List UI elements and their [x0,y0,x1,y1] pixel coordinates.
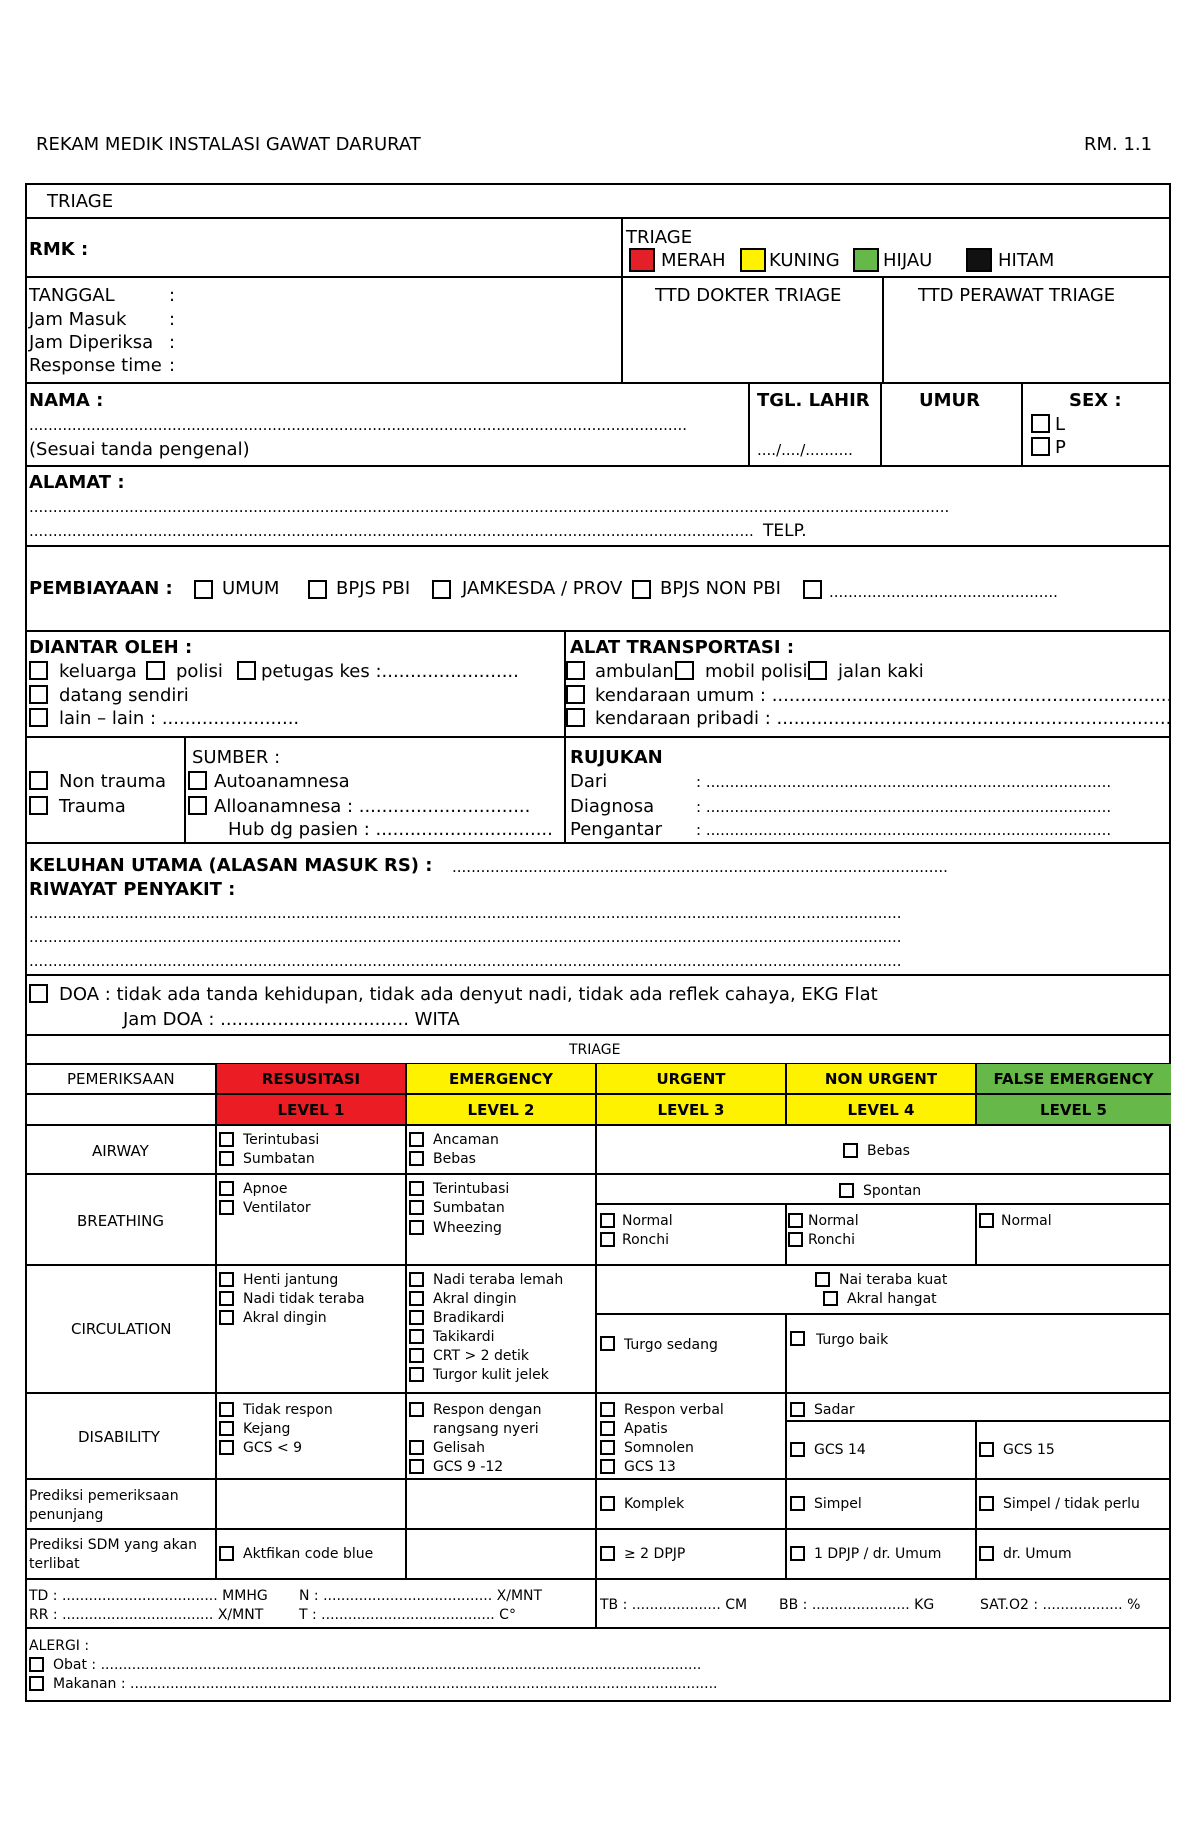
normal-l4-checkbox[interactable] [788,1213,803,1228]
non-trauma-checkbox[interactable] [29,771,48,790]
triage-color-label: TRIAGE [626,227,693,248]
pembiayaan-other-input[interactable]: ................................................ [829,583,1058,601]
divider [25,465,1171,467]
level-2-header: LEVEL 2 [406,1095,596,1124]
bpjs-non-pbi-label: BPJS NON PBI [660,578,781,599]
divider [785,1420,1171,1422]
gcs-14-label: GCS 14 [814,1442,866,1458]
alamat-line-1[interactable]: ................................................................................................................................................................................................. [29,498,950,516]
ronchi-l4-checkbox[interactable] [788,1232,803,1247]
turgo-sedang-checkbox[interactable] [600,1336,615,1351]
simpel-checkbox[interactable] [790,1496,805,1511]
colon: : [169,309,176,330]
triage-black-swatch[interactable] [966,248,992,272]
autoanamnesa-label: Autoanamnesa [214,771,350,792]
rujukan-pengantar-input[interactable]: : ..................................................................................... [696,821,1112,839]
ancaman-checkbox[interactable] [409,1132,424,1147]
colon: : [169,355,176,376]
bradikardi-label: Bradikardi [433,1310,505,1326]
divider [975,1203,977,1264]
trauma-label: Trauma [59,796,126,817]
bebas-l2-label: Bebas [433,1151,476,1167]
respon-nyeri-label-2: rangsang nyeri [433,1421,539,1437]
kejang-checkbox[interactable] [219,1421,234,1436]
respon-nyeri-checkbox[interactable] [409,1402,424,1417]
dpjp-1-checkbox[interactable] [790,1546,805,1561]
petugas-checkbox[interactable] [237,661,256,680]
colon: : [169,285,176,306]
ambulan-checkbox[interactable] [566,661,585,680]
prediksi-pemeriksaan-label-2: penunjang [29,1507,104,1523]
divider [975,1420,977,1579]
gelisah-checkbox[interactable] [409,1440,424,1455]
somnolen-checkbox[interactable] [600,1440,615,1455]
simpel-label: Simpel [814,1496,862,1512]
divider [595,1578,597,1628]
divider [25,545,1171,547]
rmk-label: RMK : [29,239,89,260]
mobil-polisi-label: mobil polisi [705,661,808,682]
kendaraan-pribadi-checkbox[interactable] [566,708,585,727]
tidak-respon-label: Tidak respon [243,1402,333,1418]
normal-l3-checkbox[interactable] [600,1213,615,1228]
t-field[interactable]: T : ....................................... C° [299,1607,516,1623]
bpjs-pbi-label: BPJS PBI [336,578,411,599]
sumbatan-l2-label: Sumbatan [433,1200,505,1216]
jalan-kaki-checkbox[interactable] [808,661,827,680]
jam-masuk-label: Jam Masuk [29,309,127,330]
level-1-header: LEVEL 1 [216,1095,406,1124]
divider [25,1528,1171,1530]
prediksi-sdm-label-2: terlibat [29,1556,80,1572]
nadi-teraba-lemah-checkbox[interactable] [409,1272,424,1287]
non-trauma-label: Non trauma [59,771,167,792]
ttd-perawat-label: TTD PERAWAT TRIAGE [918,285,1116,306]
ambulan-label: ambulan [595,661,674,682]
alloanamnesa-checkbox[interactable] [188,796,207,815]
turgo-baik-label: Turgo baik [816,1332,889,1348]
level-5-header: LEVEL 5 [976,1095,1171,1124]
divider [25,1124,1171,1126]
ancaman-label: Ancaman [433,1132,499,1148]
sex-label: SEX : [1069,390,1122,411]
divider [25,382,1171,384]
divider [25,217,1171,219]
crt-checkbox[interactable] [409,1348,424,1363]
urgent-header: URGENT [596,1064,786,1093]
triage-section-title: TRIAGE [47,191,114,212]
emergency-header: EMERGENCY [406,1064,596,1093]
divider [1021,382,1023,466]
alloanamnesa-label: Alloanamnesa : .............................. [214,796,531,817]
riwayat-line-1[interactable]: ....................................................................................................................................................................................... [29,904,902,922]
simpel-tidak-perlu-label: Simpel / tidak perlu [1003,1496,1140,1512]
pembiayaan-other-checkbox[interactable] [803,580,822,599]
td-field[interactable]: TD : ................................... MMHG [29,1588,268,1604]
turgor-kulit-jelek-checkbox[interactable] [409,1367,424,1382]
bpjs-pbi-checkbox[interactable] [308,580,327,599]
petugas-label: petugas kes :........................ [261,661,519,682]
dpjp-2-checkbox[interactable] [600,1546,615,1561]
circulation-label: CIRCULATION [71,1320,172,1338]
divider [880,382,882,466]
tgl-lahir-label: TGL. LAHIR [757,390,870,411]
ventilator-label: Ventilator [243,1200,311,1216]
komplek-label: Komplek [624,1496,685,1512]
triage-red-label: MERAH [661,250,726,271]
jalan-kaki-label: jalan kaki [838,661,924,682]
divider [595,1313,1171,1315]
sat-field[interactable]: SAT.O2 : .................. % [980,1597,1141,1613]
triage-table-caption: TRIAGE [569,1042,621,1058]
divider [25,1578,1171,1580]
makanan-checkbox[interactable] [29,1676,44,1691]
turgo-baik-checkbox[interactable] [790,1331,805,1346]
triage-green-label: HIJAU [883,250,933,271]
triage-black-label: HITAM [998,250,1055,271]
polisi-label: polisi [176,661,223,682]
divider [25,1392,1171,1394]
turgo-sedang-label: Turgo sedang [624,1337,718,1353]
umum-checkbox[interactable] [194,580,213,599]
form-code: RM. 1.1 [1084,134,1153,155]
gcs-14-checkbox[interactable] [790,1442,805,1457]
hub-pasien-label: Hub dg pasien : ............................... [228,819,553,840]
divider [882,276,884,383]
umur-label: UMUR [919,390,981,411]
nadi-teraba-kuat-label: Nai teraba kuat [839,1272,948,1288]
kendaraan-umum-checkbox[interactable] [566,685,585,704]
pembiayaan-label: PEMBIAYAAN : [29,578,173,599]
divider [25,1478,1171,1480]
gcs-15-checkbox[interactable] [979,1442,994,1457]
simpel-tidak-perlu-checkbox[interactable] [979,1496,994,1511]
kendaraan-umum-label: kendaraan umum : ...................................................................... [595,685,1173,706]
dpjp-1-label: 1 DPJP / dr. Umum [814,1546,942,1562]
gcs-under-9-label: GCS < 9 [243,1440,303,1456]
divider [25,974,1171,976]
keluhan-input[interactable]: ........................................................................................................ [452,858,948,876]
doa-checkbox[interactable] [29,984,48,1003]
tidak-respon-checkbox[interactable] [219,1402,234,1417]
sumbatan-l2-checkbox[interactable] [409,1200,424,1215]
kejang-label: Kejang [243,1421,291,1437]
riwayat-line-3[interactable]: ....................................................................................................................................................................................... [29,952,902,970]
sumbatan-l1-label: Sumbatan [243,1151,315,1167]
page-title: REKAM MEDIK INSTALASI GAWAT DARURAT [36,134,421,155]
nadi-teraba-kuat-checkbox[interactable] [815,1272,830,1287]
terintubasi-l2-checkbox[interactable] [409,1181,424,1196]
pemeriksaan-header: PEMERIKSAAN [67,1070,175,1088]
gcs-15-label: GCS 15 [1003,1442,1055,1458]
non-urgent-header: NON URGENT [786,1064,976,1093]
rujukan-diagnosa-label: Diagnosa [570,796,655,817]
bebas-l345-label: Bebas [867,1143,910,1159]
tanggal-label: TANGGAL [29,285,115,306]
airway-label: AIRWAY [92,1142,149,1160]
sex-l-label: L [1055,414,1066,435]
code-blue-checkbox[interactable] [219,1546,234,1561]
apatis-label: Apatis [624,1421,668,1437]
doa-text: DOA : tidak ada tanda kehidupan, tidak ada denyut nadi, tidak ada reflek cahaya, EKG Flat [59,984,878,1005]
keluarga-checkbox[interactable] [29,661,48,680]
sex-l-checkbox[interactable] [1031,414,1050,433]
gcs-9-12-label: GCS 9 -12 [433,1459,504,1475]
somnolen-label: Somnolen [624,1440,694,1456]
gcs-under-9-checkbox[interactable] [219,1440,234,1455]
bebas-l345-checkbox[interactable] [843,1143,858,1158]
triage-red-swatch[interactable] [629,248,655,272]
resusitasi-header: RESUSITASI [216,1064,406,1093]
riwayat-line-2[interactable]: ....................................................................................................................................................................................... [29,928,902,946]
ttd-dokter-label: TTD DOKTER TRIAGE [655,285,842,306]
riwayat-label: RIWAYAT PENYAKIT : [29,879,236,900]
divider [595,1203,1171,1205]
terintubasi-l1-label: Terintubasi [243,1132,320,1148]
autoanamnesa-checkbox[interactable] [188,771,207,790]
jamkesda-checkbox[interactable] [432,580,451,599]
colon: : [169,332,176,353]
nadi-teraba-lemah-label: Nadi teraba lemah [433,1272,564,1288]
akral-dingin-l2-label: Akral dingin [433,1291,517,1307]
divider [25,1264,1171,1266]
code-blue-label: Aktfikan code blue [243,1546,374,1562]
apatis-checkbox[interactable] [600,1421,615,1436]
wheezing-label: Wheezing [433,1220,502,1236]
alamat-line-2[interactable]: ........................................................................................................................................................ [29,522,754,540]
takikardi-checkbox[interactable] [409,1329,424,1344]
dr-umum-checkbox[interactable] [979,1546,994,1561]
divider [785,1203,787,1264]
apnoe-checkbox[interactable] [219,1181,234,1196]
n-field[interactable]: N : ...................................... X/MNT [299,1588,543,1604]
respon-verbal-checkbox[interactable] [600,1402,615,1417]
wheezing-checkbox[interactable] [409,1220,424,1235]
normal-l3-label: Normal [622,1213,673,1229]
umum-label: UMUM [222,578,280,599]
dpjp-2-label: ≥ 2 DPJP [624,1546,686,1562]
jamkesda-label: JAMKESDA / PROV [462,578,623,599]
respon-nyeri-label: Respon dengan [433,1402,542,1418]
divider [25,842,1171,844]
sadar-checkbox[interactable] [790,1402,805,1417]
nama-input-line[interactable]: .......................................................................................................................................... [29,416,687,434]
sadar-label: Sadar [814,1402,855,1418]
obat-checkbox[interactable] [29,1657,44,1672]
tb-field[interactable]: TB : .................... CM [600,1597,748,1613]
level-4-header: LEVEL 4 [786,1095,976,1124]
jam-diperiksa-label: Jam Diperiksa [29,332,154,353]
apnoe-label: Apnoe [243,1181,288,1197]
divider [748,382,750,466]
crt-label: CRT > 2 detik [433,1348,530,1364]
bb-field[interactable]: BB : ...................... KG [779,1597,935,1613]
rujukan-dari-input[interactable]: : ..................................................................................... [696,773,1112,791]
rr-field[interactable]: RR : .................................. X/MNT [29,1607,264,1623]
ronchi-l3-checkbox[interactable] [600,1232,615,1247]
terintubasi-l2-label: Terintubasi [433,1181,510,1197]
rujukan-label: RUJUKAN [570,747,663,768]
divider [184,736,186,843]
divider [405,1063,407,1579]
level-3-header: LEVEL 3 [596,1095,786,1124]
sex-p-label: P [1055,437,1066,458]
gcs-13-checkbox[interactable] [600,1459,615,1474]
turgor-kulit-jelek-label: Turgor kulit jelek [433,1367,549,1383]
datang-sendiri-label: datang sendiri [59,685,189,706]
disability-label: DISABILITY [78,1428,160,1446]
divider [621,217,623,383]
normal-l5-label: Normal [1001,1213,1052,1229]
divider [25,1173,1171,1175]
prediksi-pemeriksaan-label: Prediksi pemeriksaan [29,1488,179,1504]
akral-dingin-l2-checkbox[interactable] [409,1291,424,1306]
dr-umum-label: dr. Umum [1003,1546,1072,1562]
divider [975,1063,977,1124]
prediksi-sdm-label: Prediksi SDM yang akan [29,1537,197,1553]
datang-sendiri-checkbox[interactable] [29,685,48,704]
obat-field[interactable]: Obat : ....................................................................................................................................... [53,1657,702,1673]
triage-yellow-swatch[interactable] [740,248,766,272]
alamat-label: ALAMAT : [29,472,125,493]
respon-verbal-label: Respon verbal [624,1402,724,1418]
gelisah-label: Gelisah [433,1440,485,1456]
akral-hangat-label: Akral hangat [847,1291,937,1307]
rujukan-dari-label: Dari [570,771,608,792]
nama-label: NAMA : [29,390,104,411]
kendaraan-pribadi-label: kendaraan pribadi : ..................................................................... [595,708,1172,729]
henti-jantung-checkbox[interactable] [219,1272,234,1287]
keluhan-label: KELUHAN UTAMA (ALASAN MASUK RS) : [29,855,433,876]
divider [25,1034,1171,1036]
akral-dingin-l1-label: Akral dingin [243,1310,327,1326]
triage-yellow-label: KUNING [769,250,840,271]
divider [595,1063,597,1579]
spontan-checkbox[interactable] [839,1183,854,1198]
divider [25,276,1171,278]
akral-hangat-checkbox[interactable] [823,1291,838,1306]
transport-label: ALAT TRANSPORTASI : [570,637,795,658]
sex-p-checkbox[interactable] [1031,437,1050,456]
ventilator-checkbox[interactable] [219,1200,234,1215]
takikardi-label: Takikardi [433,1329,495,1345]
trauma-checkbox[interactable] [29,796,48,815]
sumber-label: SUMBER : [192,747,281,768]
divider [25,736,1171,738]
akral-dingin-l1-checkbox[interactable] [219,1310,234,1325]
ronchi-l3-label: Ronchi [622,1232,669,1248]
terintubasi-l1-checkbox[interactable] [219,1132,234,1147]
rujukan-diagnosa-input[interactable]: : ..................................................................................... [696,798,1112,816]
henti-jantung-label: Henti jantung [243,1272,339,1288]
response-time-label: Response time [29,355,162,376]
nadi-tidak-teraba-label: Nadi tidak teraba [243,1291,365,1307]
gcs-13-label: GCS 13 [624,1459,676,1475]
breathing-label: BREATHING [77,1212,164,1230]
normal-l4-label: Normal [808,1213,859,1229]
divider [215,1063,217,1579]
spontan-label: Spontan [863,1183,922,1199]
sumbatan-l1-checkbox[interactable] [219,1151,234,1166]
nama-note: (Sesuai tanda pengenal) [29,439,250,460]
bradikardi-checkbox[interactable] [409,1310,424,1325]
false-emergency-header: FALSE EMERGENCY [976,1064,1171,1093]
diantar-label: DIANTAR OLEH : [29,637,193,658]
normal-l5-checkbox[interactable] [979,1213,994,1228]
lain-checkbox[interactable] [29,708,48,727]
komplek-checkbox[interactable] [600,1496,615,1511]
nadi-tidak-teraba-checkbox[interactable] [219,1291,234,1306]
triage-green-swatch[interactable] [853,248,879,272]
alergi-label: ALERGI : [29,1638,90,1654]
telp-label: TELP. [763,521,807,541]
bpjs-non-pbi-checkbox[interactable] [632,580,651,599]
divider [785,1313,787,1392]
polisi-checkbox[interactable] [146,661,165,680]
mobil-polisi-checkbox[interactable] [675,661,694,680]
bebas-l2-checkbox[interactable] [409,1151,424,1166]
makanan-field[interactable]: Makanan : .................................................................................................................................... [53,1676,718,1692]
keluarga-label: keluarga [59,661,137,682]
gcs-9-12-checkbox[interactable] [409,1459,424,1474]
jam-doa-label: Jam DOA : ................................. WITA [123,1009,460,1030]
divider [25,630,1171,632]
rujukan-pengantar-label: Pengantar [570,819,663,840]
lain-label: lain – lain : ........................ [59,708,300,729]
ronchi-l4-label: Ronchi [808,1232,855,1248]
divider [25,1627,1171,1629]
tgl-lahir-input[interactable]: ..../..../.......... [757,441,853,459]
divider [785,1063,787,1124]
